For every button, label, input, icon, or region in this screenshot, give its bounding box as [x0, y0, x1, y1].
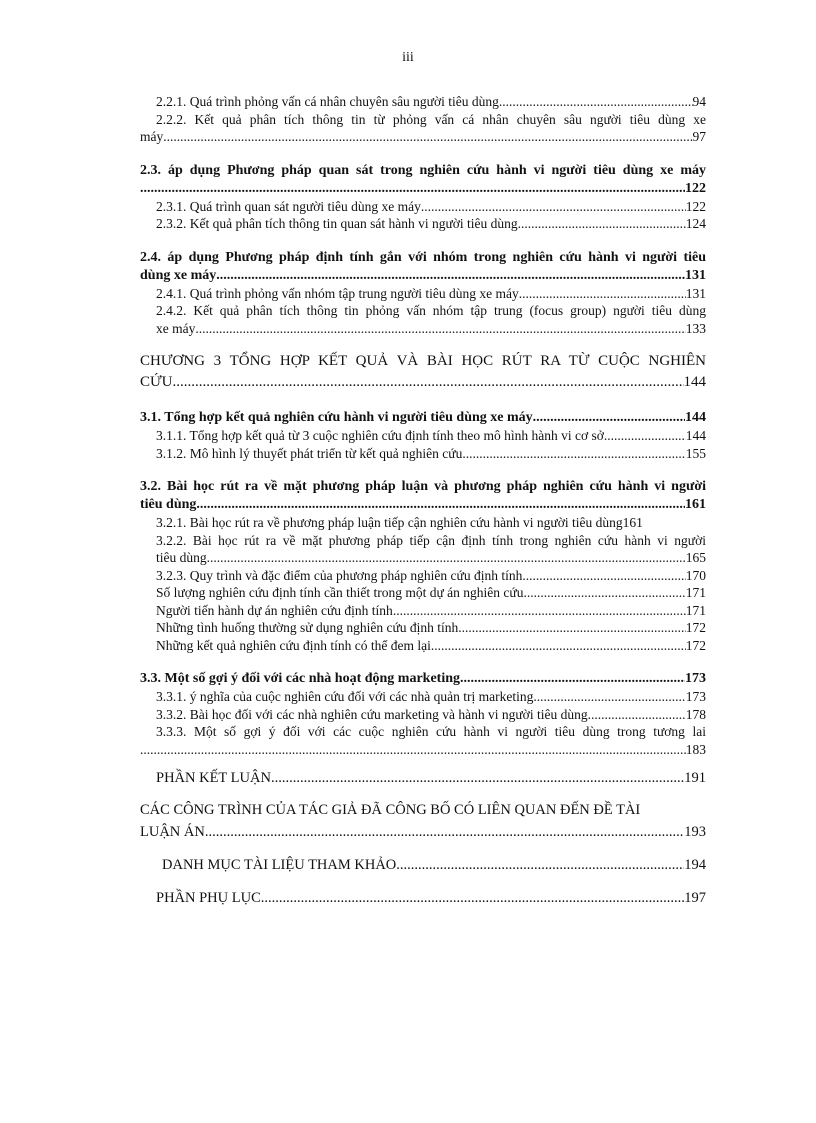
toc-entry-3-1-1[interactable] [140, 427, 706, 445]
leader-dots [533, 409, 685, 427]
toc-section-page: 161 [685, 497, 706, 512]
toc-entry-ket-qua[interactable] [140, 637, 706, 655]
table-of-contents [140, 93, 706, 907]
toc-section-line1: 3.2. Bài học rút ra về mặt phương pháp luận và phương pháp nghiên cứu hành vi người [140, 479, 706, 494]
toc-entry-danh-muc[interactable] [140, 857, 706, 874]
toc-section-page: 122 [685, 180, 706, 196]
toc-entry-page: 194 [684, 857, 706, 873]
leader-dots [518, 215, 686, 233]
toc-entry-title: 3.2.3. Quy trình và đặc điểm của phương pháp nghiên cứu định tính [156, 567, 523, 583]
toc-section-2-4[interactable] [140, 249, 706, 285]
toc-entry-title: Số lượng nghiên cứu định tính cần thiết trong một dự án nghiên cứu [156, 585, 524, 600]
toc-entry-title: xe máy [156, 320, 196, 336]
leader-dots [172, 372, 683, 393]
leader-dots [261, 890, 685, 907]
toc-entry-page: 171 [685, 602, 706, 618]
leader-dots [205, 821, 684, 843]
leader-dots [271, 770, 684, 787]
leader-dots [196, 496, 685, 514]
toc-section-2-3[interactable] [140, 162, 706, 198]
toc-entry-title: DANH MỤC TÀI LIỆU THAM KHẢO [162, 857, 397, 873]
toc-entry-title: tiêu dùng [156, 550, 207, 565]
toc-section-3-1[interactable] [140, 409, 706, 427]
toc-entry-title: 3.1.1. Tổng hợp kết quả từ 3 cuộc nghiên cứu định tính theo mô hình hành vi cơ sở [156, 428, 604, 443]
toc-entry-2-2-1[interactable] [140, 93, 706, 111]
toc-entry-title: 3.3.1. ý nghĩa của cuộc nghiên cứu đối với các nhà quản trị marketing [156, 689, 534, 704]
leader-dots [460, 670, 685, 688]
toc-entry-title: Những tình huống thường sử dụng nghiên cứu định tính [156, 620, 459, 635]
toc-entry-phu-luc[interactable] [140, 890, 706, 907]
leader-dots [421, 198, 686, 216]
toc-entry-page: 172 [685, 637, 706, 653]
toc-entry-page: 170 [685, 567, 706, 583]
leader-dots [216, 267, 685, 285]
toc-chapter-line1: CHƯƠNG 3 TỔNG HỢP KẾT QUẢ VÀ BÀI HỌC RÚT RA TỪ CUỘC NGHIÊN [140, 353, 706, 369]
toc-entry-3-3-3[interactable] [140, 723, 706, 758]
toc-entry-2-3-2[interactable] [140, 215, 706, 233]
toc-entry-page: 178 [685, 706, 706, 722]
leader-dots [533, 688, 685, 706]
leader-dots [140, 180, 685, 198]
toc-entry-page: 173 [685, 689, 706, 704]
toc-section-title: 3.1. Tổng hợp kết quả nghiên cứu hành vi người tiêu dùng xe máy [140, 410, 533, 425]
leader-dots [431, 637, 686, 655]
toc-entry-page: 193 [684, 824, 706, 840]
toc-section-line1: 2.4. áp dụng Phương pháp định tính gắn với nhóm trong nghiên cứu hành vi người tiêu [140, 249, 706, 265]
toc-entry-page: 122 [685, 198, 706, 214]
toc-entry-tinh-huong[interactable] [140, 619, 706, 637]
leader-dots [207, 549, 686, 567]
toc-entry-line1: 2.2.2. Kết quả phân tích thông tin từ phỏng vấn cá nhân chuyên sâu người tiêu dùng xe [156, 111, 706, 127]
toc-entry-nguoi-tien-hanh[interactable] [140, 602, 706, 620]
toc-entry-title: 2.4.1. Quá trình phỏng vấn nhóm tập trung người tiêu dùng xe máy [156, 285, 519, 301]
leader-dots [604, 427, 686, 445]
toc-entry-title: 3.1.2. Mô hình lý thuyết phát triển từ kết quả nghiên cứu [156, 445, 463, 461]
toc-section-title: dùng xe máy [140, 267, 217, 283]
toc-entry-title: Người tiến hành dự án nghiên cứu định tính [156, 602, 393, 618]
toc-entry-page: 172 [685, 620, 706, 635]
toc-entry-page: 144 [685, 428, 706, 443]
toc-entry-title: 2.3.2. Kết quả phân tích thông tin quan sát hành vi người tiêu dùng [156, 216, 518, 231]
toc-entry-line1: CÁC CÔNG TRÌNH CỦA TÁC GIẢ ĐÃ CÔNG BỐ CÓ LIÊN QUAN ĐẾN ĐỀ TÀI [140, 802, 641, 818]
toc-entry-3-3-1[interactable] [140, 688, 706, 706]
toc-entry-ket-luan[interactable] [140, 770, 706, 787]
toc-section-3-3[interactable] [140, 670, 706, 688]
toc-chapter-page: 144 [683, 374, 706, 390]
toc-entry-so-luong[interactable] [140, 584, 706, 602]
toc-entry-page: 124 [685, 216, 706, 231]
toc-section-page: 144 [685, 410, 706, 425]
toc-entry-2-4-1[interactable] [140, 285, 706, 303]
leader-dots [522, 567, 685, 585]
toc-entry-3-2-3[interactable] [140, 567, 706, 585]
toc-chapter-title: CỨU [140, 374, 173, 390]
toc-entry-page: 94 [692, 94, 706, 109]
toc-entry-line1: 3.2.2. Bài học rút ra về mặt phương pháp tiếp cận định tính trong nghiên cứu hành vi người [156, 532, 706, 548]
toc-section-page: 131 [685, 267, 706, 283]
toc-section-line1: 2.3. áp dụng Phương pháp quan sát trong nghiên cứu hành vi người tiêu dùng xe máy [140, 162, 706, 178]
toc-section-3-2[interactable] [140, 478, 706, 514]
toc-entry-3-3-2[interactable] [140, 706, 706, 724]
toc-entry-title: LUẬN ÁN [140, 824, 205, 840]
toc-entry-2-4-2[interactable] [140, 302, 706, 337]
toc-entry-page: 155 [685, 445, 706, 461]
toc-entry-page: 165 [685, 550, 706, 565]
toc-entry-title: 2.3.1. Quá trình quan sát người tiêu dùng xe máy [156, 198, 421, 214]
toc-entry-3-2-1[interactable] [140, 514, 706, 532]
leader-dots [523, 584, 685, 602]
leader-dots [462, 445, 685, 463]
toc-entry-title: PHẦN KẾT LUẬN [156, 770, 271, 786]
toc-entry-page: 131 [685, 285, 706, 301]
toc-entry-line1: 2.4.2. Kết quả phân tích thông tin phỏng vấn nhóm tập trung (focus group) người tiêu dùng [156, 303, 706, 318]
toc-entry-page: 171 [685, 585, 706, 600]
toc-entry-title: PHẦN PHỤ LỤC [156, 890, 261, 906]
leader-dots [195, 320, 685, 338]
toc-entry-page: 133 [685, 320, 706, 336]
toc-entry-3-1-2[interactable] [140, 445, 706, 463]
leader-dots [458, 619, 685, 637]
page-number: iii [402, 50, 414, 65]
toc-section-title: 3.3. Một số gợi ý đối với các nhà hoạt động marketing [140, 671, 461, 686]
toc-entry-2-2-2[interactable] [140, 111, 706, 146]
leader-dots [519, 285, 686, 303]
leader-dots [140, 741, 686, 759]
toc-entry-title: 3.2.1. Bài học rút ra về phương pháp luận tiếp cận nghiên cứu hành vi người tiêu dùng [156, 515, 623, 530]
leader-dots [396, 857, 684, 874]
leader-dots [499, 93, 693, 111]
toc-entry-3-2-2[interactable] [140, 532, 706, 567]
toc-entry-cong-trinh[interactable] [140, 799, 706, 843]
toc-entry-page: 97 [692, 129, 706, 144]
toc-entry-page: 161 [622, 515, 643, 530]
toc-entry-title: 3.3.2. Bài học đối với các nhà nghiên cứu marketing và hành vi người tiêu dùng [156, 706, 588, 722]
toc-entry-title: 2.2.1. Quá trình phỏng vấn cá nhân chuyên sâu người tiêu dùng [156, 94, 499, 109]
toc-entry-2-3-1[interactable] [140, 198, 706, 216]
leader-dots [393, 602, 686, 620]
toc-entry-title: máy [140, 129, 164, 144]
toc-section-page: 173 [685, 671, 706, 686]
toc-entry-page: 183 [685, 741, 706, 757]
toc-entry-page: 191 [684, 770, 706, 786]
toc-section-title: tiêu dùng [140, 497, 197, 512]
toc-entry-page: 197 [684, 890, 706, 906]
leader-dots [588, 706, 686, 724]
toc-chapter-3[interactable] [140, 351, 706, 393]
toc-entry-title: Những kết quả nghiên cứu định tính có thể đem lại [156, 637, 431, 653]
toc-entry-line1: 3.3.3. Một số gợi ý đối với các cuộc nghiên cứu hành vi người tiêu dùng trong tương lai [156, 724, 706, 739]
leader-dots [163, 128, 692, 146]
